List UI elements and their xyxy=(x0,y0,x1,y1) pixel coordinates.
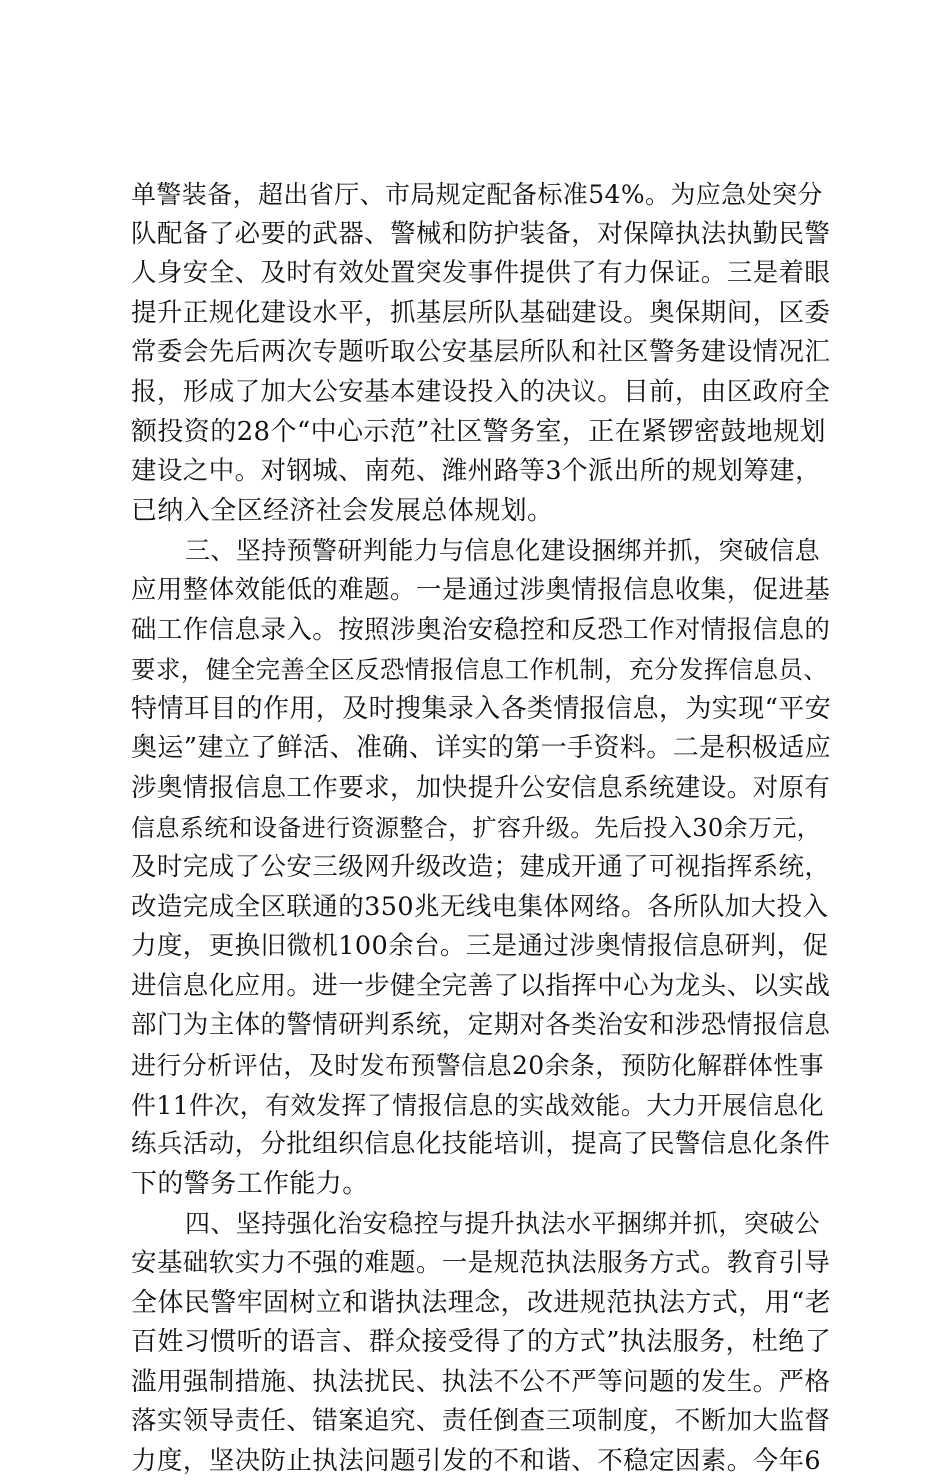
text-line: 信息系统和设备进行资源整合，扩容升级。先后投入30余万元， xyxy=(131,813,822,842)
text-line: 应用整体效能低的难题。一是通过涉奥情报信息收集，促进基 xyxy=(131,574,831,605)
text-line: 建设之中。对钢城、南苑、潍州路等3个派出所的规划筹建， xyxy=(131,456,822,487)
text-line: 额投资的28个“中心示范”社区警务室，正在紧锣密鼓地规划 xyxy=(131,416,826,447)
text-line: 力度，更换旧微机100余台。三是通过涉奥情报信息研判，促 xyxy=(131,931,829,962)
text-line: 础工作信息录入。按照涉奥治安稳控和反恐工作对情报信息的 xyxy=(131,614,831,645)
text-line: 落实领导责任、错案追究、责任倒查三项制度，不断加大监督 xyxy=(131,1406,831,1437)
text-line: 单警装备，超出省厅、市局规定配备标准54%。为应急处突分 xyxy=(131,180,823,209)
section-four-heading-line: 四、坚持强化治安稳控与提升执法水平捆绑并抓，突破公 xyxy=(185,1209,821,1239)
text-line: 报，形成了加大公安基本建设投入的决议。目前，由区政府全 xyxy=(131,376,831,407)
text-line: 练兵活动，分批组织信息化技能培训，提高了民警信息化条件 xyxy=(131,1129,831,1160)
text-line: 下的警务工作能力。 xyxy=(131,1168,369,1199)
text-line: 已纳入全区经济社会发展总体规划。 xyxy=(131,495,554,526)
text-line: 提升正规化建设水平，抓基层所队基础建设。奥保期间，区委 xyxy=(131,297,831,328)
text-line: 要求，健全完善全区反恐情报信息工作机制，充分发挥信息员、 xyxy=(131,655,829,685)
text-line: 常委会先后两次专题听取公安基层所队和社区警务建设情况汇 xyxy=(131,337,831,368)
text-line: 及时完成了公安三级网升级改造；建成开通了可视指挥系统， xyxy=(131,852,831,883)
text-line: 改造完成全区联通的350兆无线电集体网络。各所队加大投入 xyxy=(131,891,829,922)
text-line: 全体民警牢固树立和谐执法理念，改进规范执法方式，用“老 xyxy=(131,1287,832,1318)
text-line: 进信息化应用。进一步健全完善了以指挥中心为龙头、以实战 xyxy=(131,970,831,1001)
text-line: 人身安全、及时有效处置突发事件提供了有力保证。三是着眼 xyxy=(131,258,831,289)
text-line: 力度，坚决防止执法问题引发的不和谐、不稳定因素。今年6 xyxy=(131,1446,822,1476)
text-line: 件11件次，有效发挥了情报信息的实战效能。大力开展信息化 xyxy=(131,1090,825,1120)
text-line: 滥用强制措施、执法扰民、执法不公不严等问题的发生。严格 xyxy=(131,1366,831,1397)
text-line: 安基础软实力不强的难题。一是规范执法服务方式。教育引导 xyxy=(131,1248,831,1279)
text-line: 奥运”建立了鲜活、准确、详实的第一手资料。二是积极适应 xyxy=(131,733,832,764)
text-line: 百姓习惯听的语言、群众接受得了的方式”执法服务，杜绝了 xyxy=(131,1327,832,1358)
text-line: 涉奥情报信息工作要求，加快提升公安信息系统建设。对原有 xyxy=(131,772,831,803)
text-line: 特情耳目的作用，及时搜集录入各类情报信息，为实现“平安 xyxy=(131,693,832,724)
text-line: 队配备了必要的武器、警械和防护装备，对保障执法执勤民警 xyxy=(131,218,831,249)
section-three-heading-line: 三、坚持预警研判能力与信息化建设捆绑并抓，突破信息 xyxy=(185,536,821,566)
text-line: 进行分析评估，及时发布预警信息20余条，预防化解群体性事 xyxy=(131,1051,825,1081)
text-line: 部门为主体的警情研判系统，定期对各类治安和涉恐情报信息 xyxy=(131,1010,831,1041)
body-text xyxy=(131,175,831,1482)
